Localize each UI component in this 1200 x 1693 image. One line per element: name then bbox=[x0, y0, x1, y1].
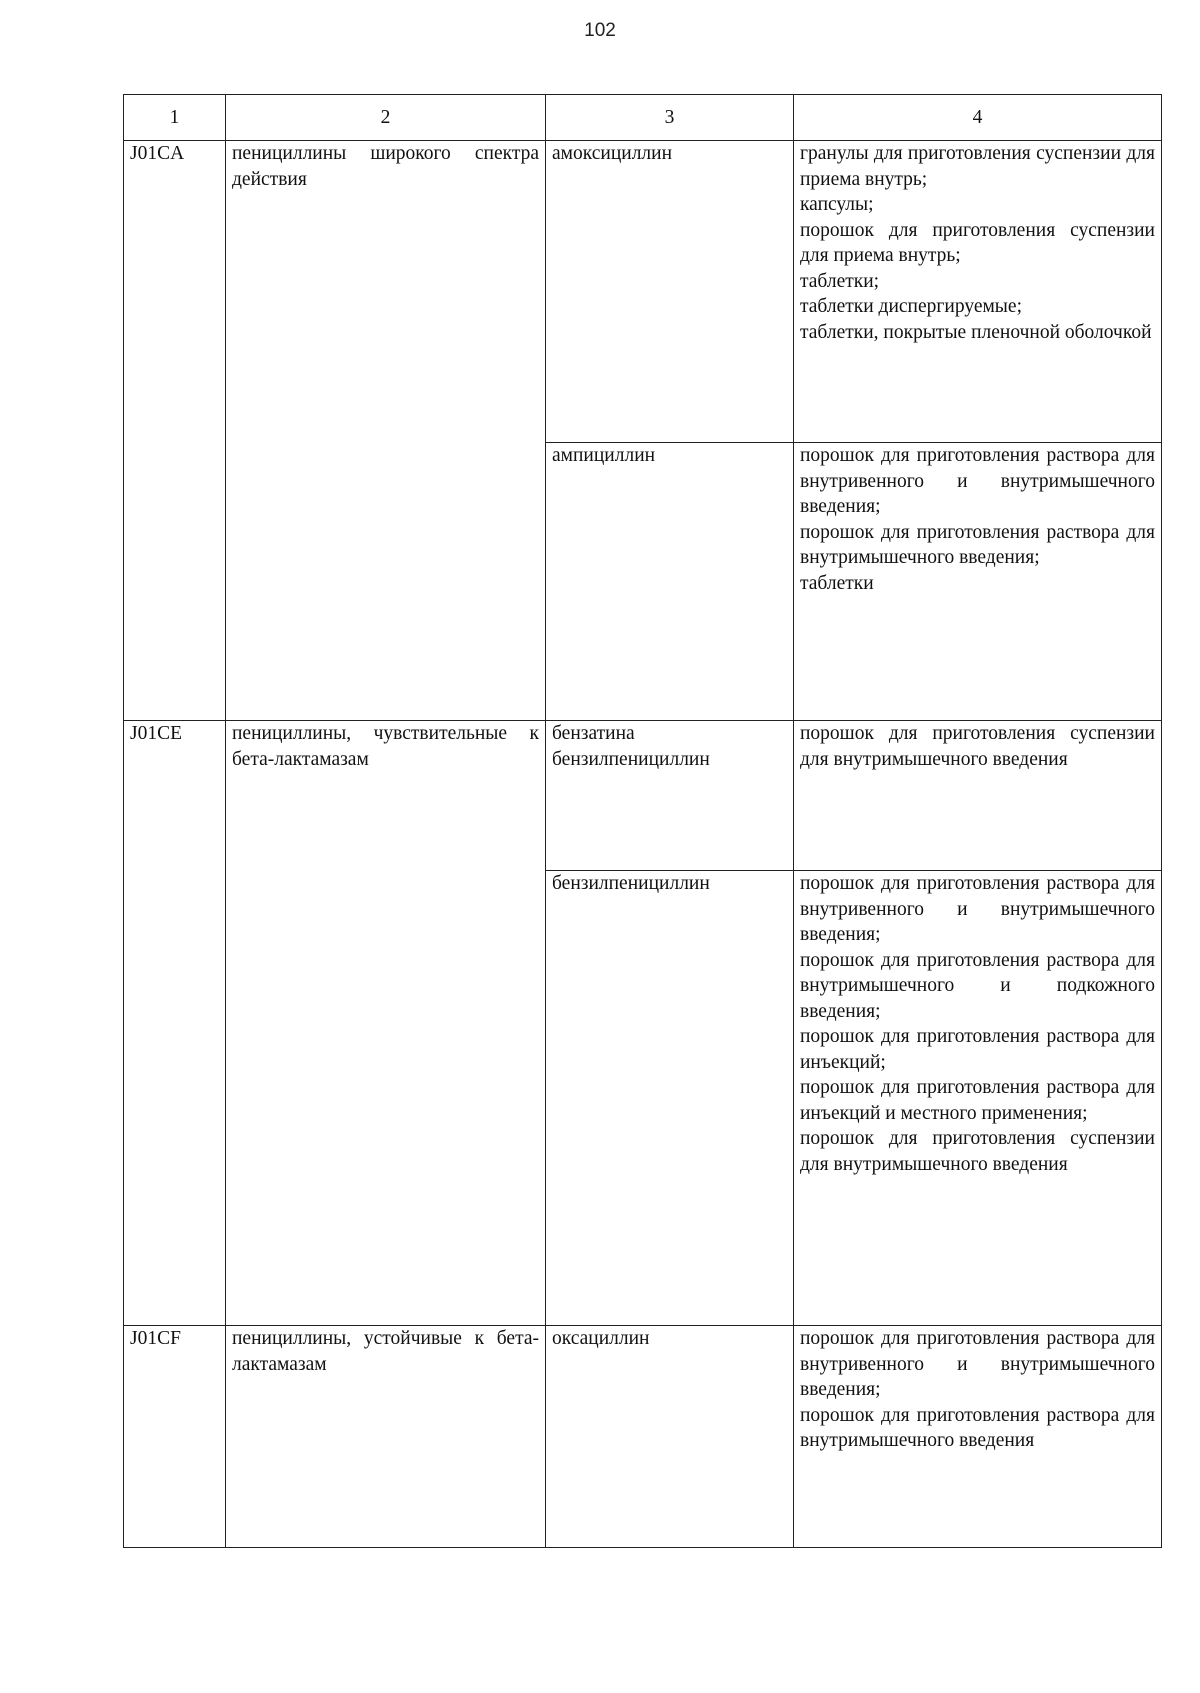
dosage-form: таблетки; bbox=[800, 270, 880, 292]
dosage-form: порошок для приготовления раствора для внутримышечного и подкожного введения; bbox=[800, 949, 1155, 1022]
drug-table bbox=[123, 94, 1162, 1548]
group-name: пенициллины, устойчивые к бета-лактамазам bbox=[226, 1326, 546, 1548]
column-header: 1 bbox=[124, 95, 226, 141]
atc-code: J01CA bbox=[124, 141, 226, 721]
dosage-forms bbox=[794, 721, 1162, 871]
dosage-form: порошок для приготовления раствора для внутривенного и внутримышечного введения; bbox=[800, 445, 1155, 517]
dosage-forms bbox=[794, 871, 1162, 1326]
drug-name: амоксициллин bbox=[546, 141, 794, 443]
dosage-form: порошок для приготовления раствора для внутримышечного введения; bbox=[800, 521, 1155, 568]
page-number: 102 bbox=[584, 20, 616, 41]
dosage-forms bbox=[794, 443, 1162, 721]
dosage-form: порошок для приготовления раствора для внутривенного и внутримышечного введения; bbox=[800, 1328, 1155, 1400]
atc-code: J01CF bbox=[124, 1326, 226, 1548]
column-header: 2 bbox=[226, 95, 546, 141]
drug-name: ампициллин bbox=[546, 443, 794, 721]
dosage-form: таблетки диспергируемые; bbox=[800, 296, 1022, 317]
atc-code: J01CE bbox=[124, 721, 226, 1326]
dosage-form: таблетки bbox=[800, 572, 874, 594]
dosage-form: порошок для приготовления раствора для внутримышечного введения bbox=[800, 1404, 1155, 1451]
dosage-forms bbox=[794, 141, 1162, 443]
column-header: 4 bbox=[794, 95, 1162, 141]
dosage-form: порошок для приготовления суспензии для внутримышечного введения bbox=[800, 723, 1155, 770]
dosage-form: порошок для приготовления раствора для внутривенного и внутримышечного введения; bbox=[800, 873, 1155, 945]
dosage-form: гранулы для приготовления суспензии для приема внутрь; bbox=[800, 143, 1155, 190]
dosage-form: таблетки, покрытые пленочной оболочкой bbox=[800, 321, 1152, 343]
table-row bbox=[124, 1326, 1162, 1548]
dosage-form: порошок для приготовления суспензии для приема внутрь; bbox=[800, 219, 1155, 266]
group-name: пенициллины широкого спектра действия bbox=[226, 141, 546, 721]
column-header: 3 bbox=[546, 95, 794, 141]
dosage-form: порошок для приготовления раствора для инъекций; bbox=[800, 1026, 1155, 1073]
group-name: пенициллины, чувствительные к бета-лактамазам bbox=[226, 721, 546, 1326]
dosage-form: порошок для приготовления раствора для инъекций и местного применения; bbox=[800, 1077, 1155, 1124]
dosage-form: порошок для приготовления суспензии для внутримышечного введения bbox=[800, 1128, 1155, 1175]
dosage-forms bbox=[794, 1326, 1162, 1548]
dosage-form: капсулы; bbox=[800, 194, 874, 215]
table-row bbox=[124, 721, 1162, 871]
drug-name: бензилпенициллин bbox=[546, 871, 794, 1326]
table-row bbox=[124, 141, 1162, 443]
header-row bbox=[124, 95, 1162, 141]
drug-name: бензатина бензилпенициллин bbox=[546, 721, 794, 871]
drug-name: оксациллин bbox=[546, 1326, 794, 1548]
